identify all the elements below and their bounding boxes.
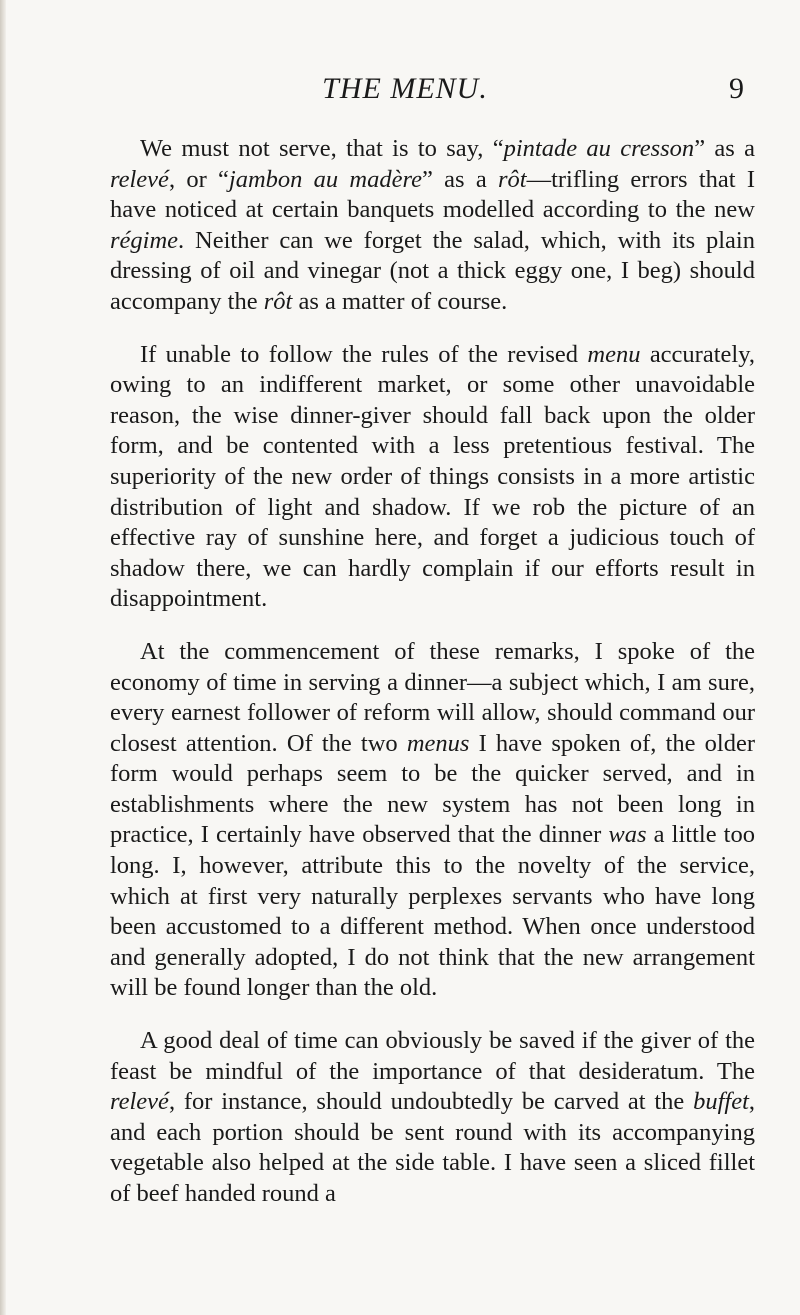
italic-term: was <box>608 821 647 849</box>
text-run: ” as a <box>694 135 755 162</box>
text-run: accurately, owing to an indifferent market, or some other unavoidable reason, the wise dinner-giver should fall back upon the older form, and be contented with a less pretentious festival. The superiority of the new order of things consists in a more artistic distribution of light and shadow. If we rob the picture of an effective ray of sunshine here, and forget a judicious touch of shadow there, we can hardly complain if our efforts result in disappointment. <box>110 340 755 613</box>
italic-term: rôt <box>263 287 293 315</box>
paragraph-3 <box>110 637 755 1004</box>
italic-term: régime <box>110 226 179 254</box>
text-run: ” as a <box>422 165 498 193</box>
text-run: I have spoken of, the older form would perhaps seem to be the quicker served, and in establishments where the new system has not been long in practice, I certainly have observed that the dinner <box>110 729 755 849</box>
text-run: , or “ <box>168 165 229 193</box>
text-run: as a matter of course. <box>292 287 508 315</box>
italic-term: menu <box>587 340 641 368</box>
italic-term: jambon au madère <box>228 165 423 193</box>
page-binding-edge <box>0 0 6 1315</box>
page-number: 9 <box>729 72 744 105</box>
italic-term: relevé <box>110 1088 169 1116</box>
italic-term: relevé <box>110 165 169 193</box>
italic-term: menus <box>406 729 470 757</box>
body-text <box>110 134 755 1210</box>
text-run: A good deal of time can obviously be saved if the giver of the feast be mindful of the importance of that desideratum. The <box>110 1027 755 1085</box>
text-run: a little too long. I, however, attribute this to the novelty of the service, which at first very naturally perplexes servants who have long been accustomed to a different method. When once understood and generally adopted, I do not think that the new arrangement will be found longer than the old. <box>110 821 755 1002</box>
paragraph-1 <box>110 134 755 318</box>
running-head: THE MENU. <box>322 72 488 105</box>
italic-term: rôt <box>498 165 527 193</box>
text-run: If unable to follow the rules of the revised <box>140 340 588 368</box>
italic-term: buffet <box>693 1088 749 1116</box>
text-run: —trifling errors that I have noticed at certain banquets modelled according to the new <box>110 165 755 224</box>
paragraph-2 <box>110 340 755 615</box>
page-header <box>60 72 750 112</box>
italic-term: pintade au cresson <box>503 135 695 162</box>
text-run: , for instance, should undoubtedly be carved at the <box>168 1088 694 1116</box>
text-run: , and each portion should be sent round with its accompanying vegetable also helped at the side table. I have seen a sliced fillet of beef handed round a <box>110 1088 755 1207</box>
text-run: We must not serve, that is to say, “ <box>140 135 504 162</box>
paragraph-4 <box>110 1026 755 1210</box>
text-run: At the commencement of these remarks, I spoke of the economy of time in serving a dinner—a subject which, I am sure, every earnest follower of reform will allow, should command our closest attention. Of the two <box>110 637 755 757</box>
text-run: . Neither can we forget the salad, which, with its plain dressing of oil and vinegar (not a thick eggy one, I beg) should accompany the <box>110 226 755 315</box>
